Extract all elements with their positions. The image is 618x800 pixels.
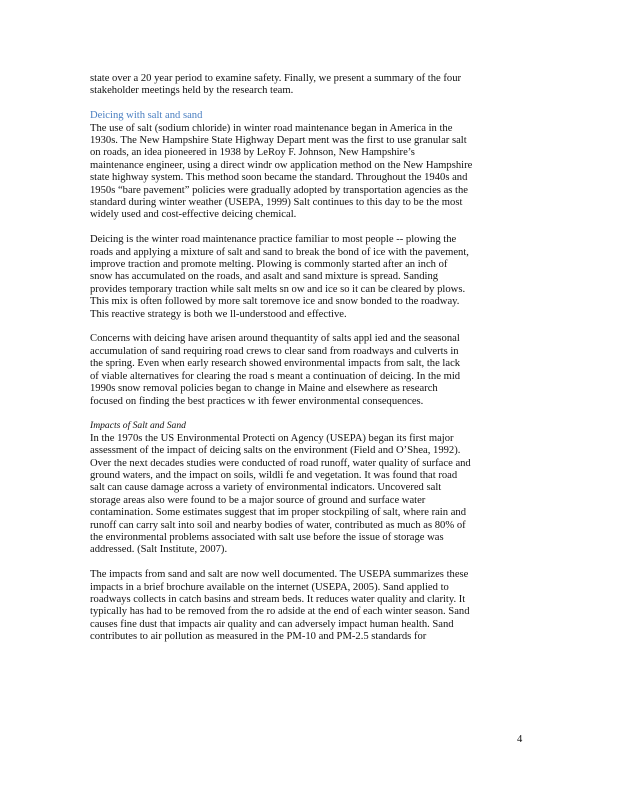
text-line: Concerns with deicing have arisen around thequantity of salts appl ied and the seasonal	[90, 333, 460, 345]
text-line: 1990s snow removal policies began to change in Maine and elsewhere as research	[90, 383, 438, 395]
spacer	[90, 321, 522, 333]
spacer	[90, 408, 522, 420]
body-paragraph	[90, 569, 522, 643]
text-line: assessment of the impact of deicing salts on the environment (Field and O’Shea, 1992).	[90, 445, 461, 457]
text-line: The impacts from sand and salt are now well documented. The USEPA summarizes these	[90, 569, 469, 581]
text-line: causes fine dust that impacts air quality and can adversely impact human health. Sand	[90, 618, 454, 630]
text-line: stakeholder meetings held by the research team.	[90, 85, 294, 97]
text-line: contributes to air pollution as measured in the PM-10 and PM-2.5 standards for	[90, 631, 427, 643]
text-line: the environmental problems associated with salt use before the issue of storage was	[90, 531, 444, 543]
text-line: 1930s. The New Hampshire State Highway Depart ment was the first to use granular salt	[90, 135, 467, 147]
text-line: widely used and cost-effective deicing chemical.	[90, 209, 297, 221]
text-line: state over a 20 year period to examine safety. Finally, we present a summary of the four	[90, 73, 462, 84]
text-line: salt can cause damage across a variety of environmental indicators. Uncovered salt	[90, 482, 442, 494]
text-line: contamination. Some estimates suggest that im proper stockpiling of salt, where rain and	[90, 507, 466, 519]
text-line: addressed. (Salt Institute, 2007).	[90, 544, 228, 556]
text-line: state highway system. This method soon became the standard. Throughout the 1940s and	[90, 172, 468, 184]
page-body	[90, 73, 522, 644]
text-line: 1950s “bare pavement” policies were gradually adopted by transportation agencies as the	[90, 184, 468, 196]
text-line: This reactive strategy is both we ll-understood and effective.	[90, 308, 347, 320]
text-line: Over the next decades studies were conducted of road runoff, water quality of surface and	[90, 457, 471, 469]
intro-paragraph	[90, 73, 522, 98]
text-line: storage areas also were found to be a major source of ground and surface water	[90, 494, 426, 506]
page-number: 4	[517, 734, 523, 745]
spacer	[90, 557, 522, 569]
text-line: accumulation of sand requiring road crews to clear sand from roadways and culverts in	[90, 345, 459, 357]
text-line: The use of salt (sodium chloride) in winter road maintenance began in America in the	[90, 122, 453, 134]
subsection-heading: Impacts of Salt and Sand	[90, 420, 186, 432]
body-paragraph	[90, 333, 522, 407]
text-line: ground waters, and the impact on soils, wildli fe and vegetation. It was found that road	[90, 469, 458, 481]
text-line: provides temporary traction while salt melts sn ow and ice so it can be cleared by plows.	[90, 283, 466, 295]
text-line: typically has had to be removed from the ro adside at the end of each winter season. Sand	[90, 606, 470, 618]
text-line: focused on finding the best practices w ith fewer environmental consequences.	[90, 395, 424, 407]
text-line: of viable alternatives for clearing the road s meant a continuation of deicing. In the mid	[90, 370, 461, 382]
text-line: Deicing is the winter road maintenance practice familiar to most people -- plowing the	[90, 234, 457, 246]
body-paragraph	[90, 234, 522, 321]
text-line: the spring. Even when early research showed environmental impacts from salt, the lack	[90, 358, 461, 370]
section-heading: Deicing with salt and sand	[90, 110, 203, 122]
body-paragraph	[90, 433, 522, 557]
text-line: impacts in a brief brochure available on the internet (USEPA, 2005). Sand applied to	[90, 581, 449, 593]
text-line: improve traction and promote melting. Plowing is commonly started after an inch of	[90, 259, 448, 271]
text-line: runoff can carry salt into soil and nearby bodies of water, contributed as much as 80% of	[90, 519, 466, 531]
text-line: on roads, an idea pioneered in 1938 by LeRoy F. Johnson, New Hampshire’s	[90, 147, 415, 159]
text-line: maintenance engineer, using a direct windr ow application method on the New Hampshire	[90, 159, 473, 171]
text-line: This mix is often followed by more salt toremove ice and snow bonded to the roadway.	[90, 296, 460, 308]
text-line: In the 1970s the US Environmental Protecti on Agency (USEPA) began its first major	[90, 432, 454, 444]
text-line: roads and applying a mixture of salt and sand to break the bond of ice with the pavement,	[90, 246, 469, 258]
text-line: snow has accumulated on the roads, and asalt and sand mixture is spread. Sanding	[90, 271, 439, 283]
text-line: standard during winter weather (USEPA, 1999) Salt continues to this day to be the most	[90, 197, 463, 209]
spacer	[90, 98, 522, 110]
body-paragraph	[90, 123, 522, 222]
spacer	[90, 222, 522, 234]
text-line: roadways collects in catch basins and stream beds. It reduces water quality and clarity. It	[90, 593, 466, 605]
